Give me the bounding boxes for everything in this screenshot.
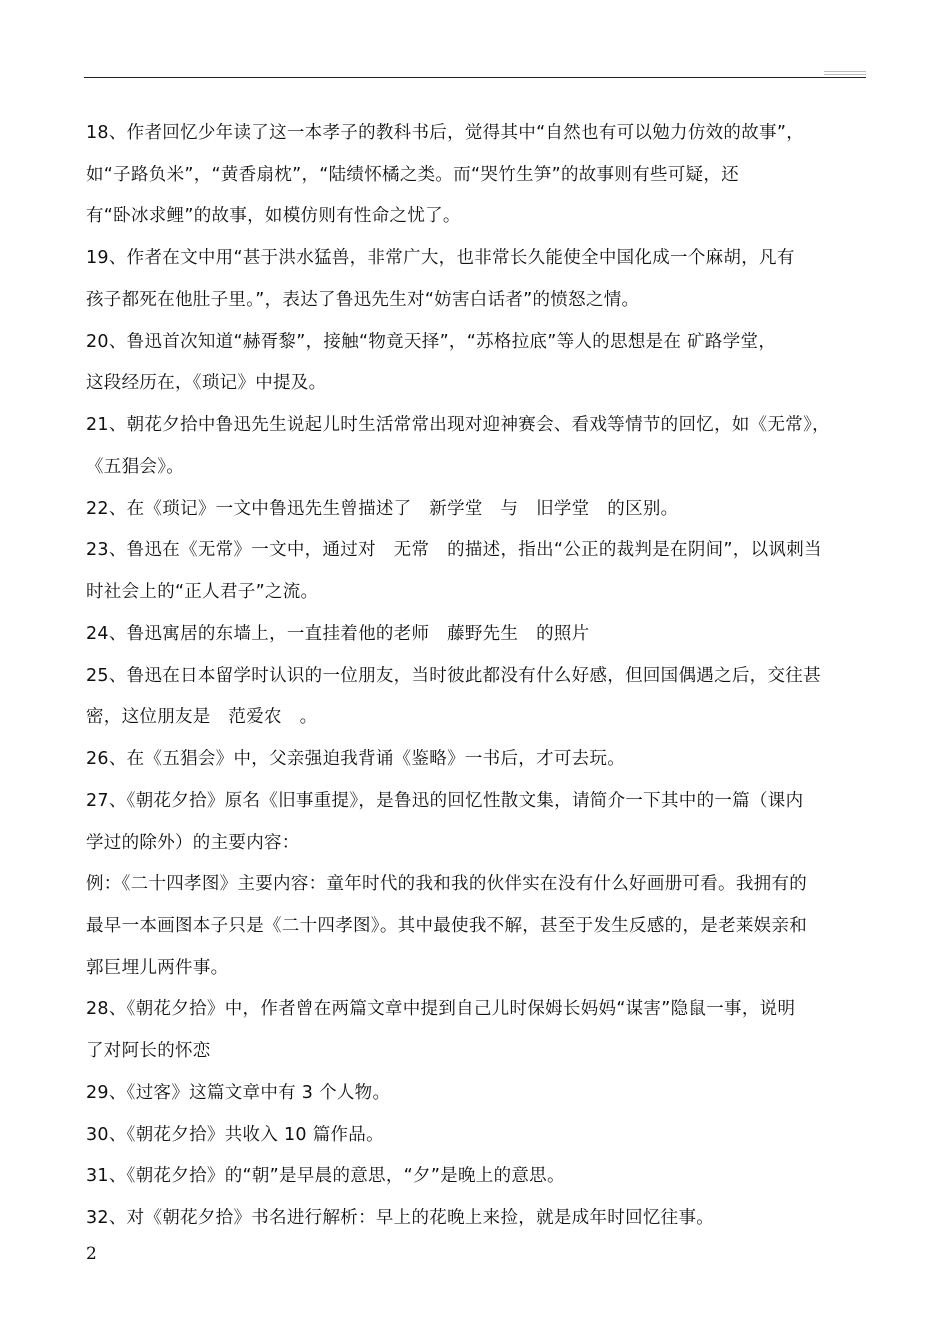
text-line: 28、《朝花夕拾》中，作者曾在两篇文章中提到自己儿时保姆长妈妈“谋害”隐鼠一事，说明 — [86, 999, 796, 1019]
text-line: 32、对《朝花夕拾》书名进行解析：早上的花晚上来捡，就是成年时回忆往事。 — [86, 1208, 715, 1228]
text-line: 最早一本画图本子只是《二十四孝图》。其中最使我不解，甚至于发生反感的，是老莱娱亲和 — [86, 916, 808, 936]
header-mark — [824, 74, 866, 75]
text-line: 密，这位朋友是 范爱农 。 — [86, 707, 318, 727]
text-line: 如“子路负米”，“黄香扇枕”，“陆绩怀橘之类。而“哭竹生笋”的故事则有些可疑，还 — [86, 165, 739, 185]
text-line: 例：《二十四孝图》主要内容：童年时代的我和我的伙伴实在没有什么好画册可看。我拥有的 — [86, 874, 808, 894]
text-line: 这段经历在，《琐记》中提及。 — [86, 373, 327, 393]
text-line: 有“卧冰求鲤”的故事，如模仿则有性命之忧了。 — [86, 206, 461, 226]
text-line: 孩子都死在他肚子里。”，表达了鲁迅先生对“妨害白话者”的愤怒之情。 — [86, 290, 640, 310]
header-mark — [824, 71, 866, 72]
text-line: 25、鲁迅在日本留学时认识的一位朋友，当时彼此都没有什么好感，但回国偶遇之后，交往甚 — [86, 666, 821, 686]
text-line: 24、鲁迅寓居的东墙上，一直挂着他的老师 藤野先生 的照片 — [86, 624, 590, 644]
text-line: 学过的除外）的主要内容： — [86, 833, 300, 853]
text-line: 《五猖会》。 — [86, 457, 185, 477]
text-line: 了对阿长的怀恋 — [86, 1041, 211, 1061]
text-line: 时社会上的“正人君子”之流。 — [86, 582, 319, 602]
text-line: 23、鲁迅在《无常》一文中，通过对 无常 的描述，指出“公正的裁判是在阴间”，以讽刺当 — [86, 540, 822, 560]
text-line: 郭巨埋儿两件事。 — [86, 958, 229, 978]
text-line: 22、在《琐记》一文中鲁迅先生曾描述了 新学堂 与 旧学堂 的区别。 — [86, 499, 679, 519]
text-line: 19、作者在文中用“甚于洪水猛兽，非常广大，也非常长久能使全中国化成一个麻胡，凡有 — [86, 248, 795, 268]
text-line: 20、鲁迅首次知道“赫胥黎”，接触“物竟天择”，“苏格拉底”等人的思想是在 矿路学堂， — [86, 332, 777, 352]
page-number: 2 — [86, 1244, 97, 1264]
text-line: 30、《朝花夕拾》共收入 10 篇作品。 — [86, 1125, 384, 1145]
header-rule — [84, 77, 866, 78]
text-line: 31、《朝花夕拾》的“朝”是早晨的意思，“夕”是晚上的意思。 — [86, 1166, 565, 1186]
text-line: 27、《朝花夕拾》原名《旧事重提》，是鲁迅的回忆性散文集，请简介一下其中的一篇（课内 — [86, 791, 804, 811]
text-line: 29、《过客》这篇文章中有 3 个人物。 — [86, 1083, 391, 1103]
text-line: 26、在《五猖会》中，父亲强迫我背诵《鉴略》一书后，才可去玩。 — [86, 749, 626, 769]
text-line: 18、作者回忆少年读了这一本孝子的教科书后，觉得其中“自然也有可以勉力仿效的故事”， — [86, 123, 804, 143]
text-line: 21、朝花夕拾中鲁迅先生说起儿时生活常常出现对迎神赛会、看戏等情节的回忆，如《无常》， — [86, 415, 830, 435]
